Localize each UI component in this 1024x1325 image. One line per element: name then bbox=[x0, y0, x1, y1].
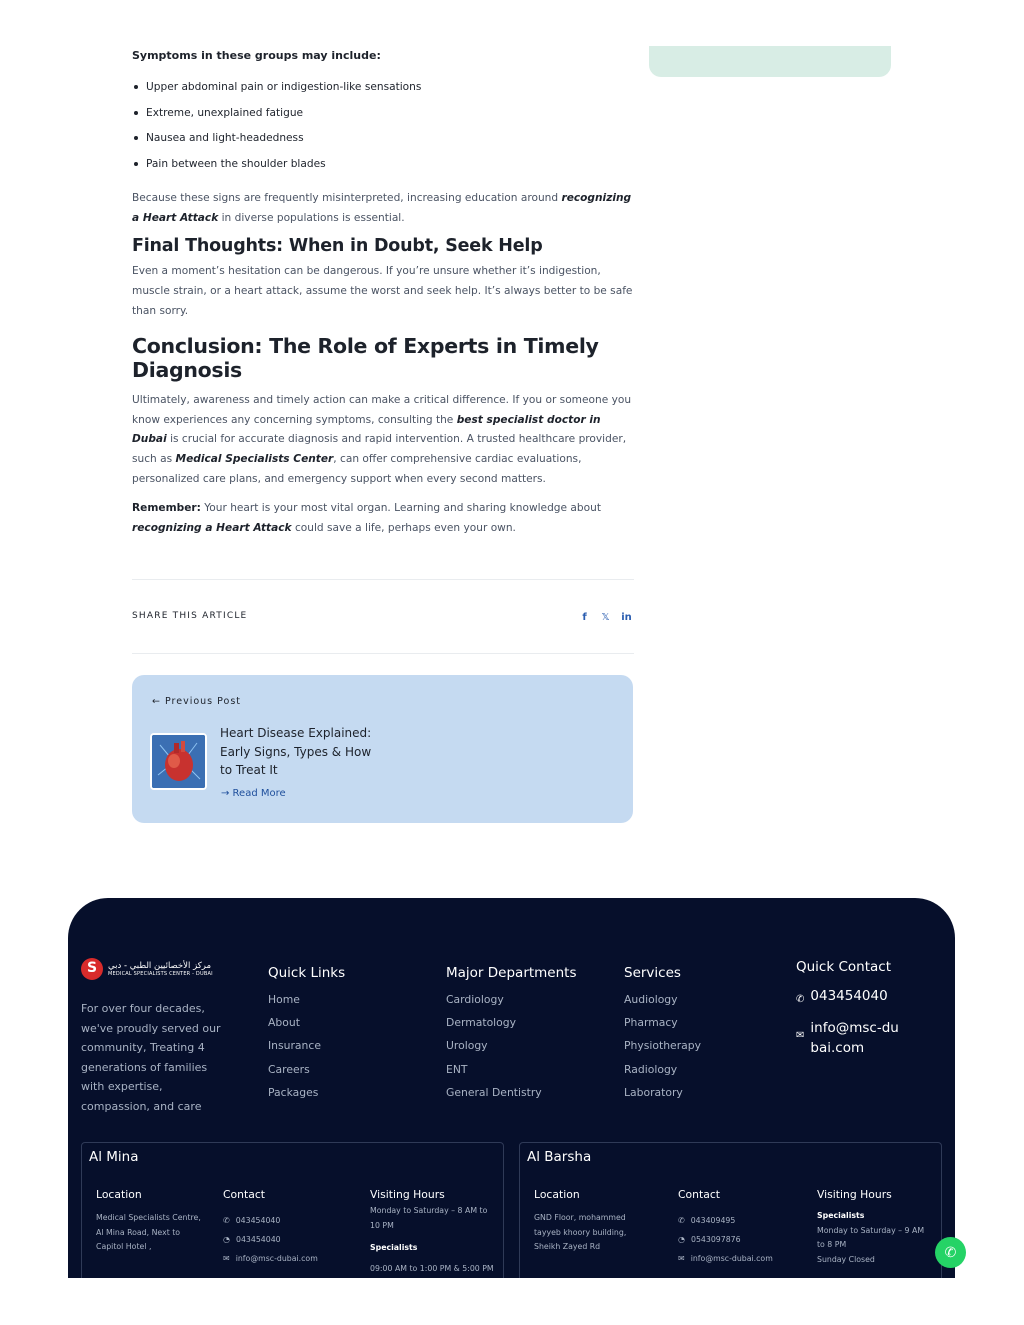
quick-contact-phone[interactable]: ✆ 043454040 bbox=[796, 986, 900, 1011]
list-item: Extreme, unexplained fatigue bbox=[132, 106, 634, 132]
branch-whatsapp[interactable]: ◔ 043454040 bbox=[223, 1235, 281, 1244]
sidebar-card-bottom bbox=[649, 46, 891, 77]
services-column bbox=[624, 965, 701, 1109]
whatsapp-icon: ◔ bbox=[678, 1235, 685, 1244]
branch-card-al-mina bbox=[81, 1142, 504, 1278]
x-icon[interactable]: 𝕏 bbox=[601, 612, 610, 623]
article-body bbox=[132, 46, 634, 538]
footer-link-careers[interactable]: Careers bbox=[268, 1062, 310, 1076]
footer-logo[interactable] bbox=[81, 958, 213, 980]
whatsapp-icon: ◔ bbox=[223, 1235, 230, 1244]
symptoms-heading: Symptoms in these groups may include: bbox=[132, 49, 381, 62]
departments-title: Major Departments bbox=[446, 965, 577, 981]
final-thoughts-heading: Final Thoughts: When in Doubt, Seek Help bbox=[132, 236, 543, 257]
branch-email[interactable]: ✉ info@msc-dubai.com bbox=[678, 1254, 773, 1263]
previous-post-label[interactable]: ← Previous Post bbox=[152, 696, 242, 707]
conclusion-text: Ultimately, awareness and timely action can make a critical difference. If you or someone you know experiences any concerning symptoms, consulting the best specialist doctor in Dubai is crucial for accurate diagnosis and rapid intervention. A trusted healthcare provider, such as Medical Specialists Center, can offer comprehensive cardiac evaluations, personalized care plans, and emergency support when every second matters. bbox=[132, 393, 632, 485]
footer-link-about[interactable]: About bbox=[268, 1016, 300, 1030]
footer-link-physiotherapy[interactable]: Physiotherapy bbox=[624, 1039, 701, 1053]
list-item: Nausea and light-headedness bbox=[132, 131, 634, 157]
services-title: Services bbox=[624, 965, 681, 981]
footer-link-general-dentistry[interactable]: General Dentistry bbox=[446, 1085, 542, 1099]
previous-post-title[interactable]: Heart Disease Explained: Early Signs, Types & How to Treat It bbox=[220, 726, 372, 777]
share-bar bbox=[132, 579, 634, 654]
footer-link-ent[interactable]: ENT bbox=[446, 1062, 468, 1076]
share-label: SHARE THIS ARTICLE bbox=[132, 611, 248, 621]
read-more-link[interactable]: → Read More bbox=[221, 788, 286, 799]
branch-hours: Visiting Hours Specialists Monday to Saturday – 9 AM to 8 PM Sunday Closed bbox=[817, 1188, 925, 1265]
branch-title: Al Barsha bbox=[527, 1149, 592, 1165]
logo-arabic-text: مركز الأخصائيين الطبي - دبي bbox=[108, 960, 212, 971]
phone-icon: ✆ bbox=[223, 1216, 230, 1225]
symptoms-list bbox=[132, 80, 634, 183]
phone-icon: ✆ bbox=[796, 994, 805, 1005]
previous-post-card[interactable] bbox=[132, 675, 633, 823]
footer-link-home[interactable]: Home bbox=[268, 993, 300, 1006]
remember-text: Remember: Your heart is your most vital organ. Learning and sharing knowledge about recognizing a Heart Attack could save a life, perhaps even your own. bbox=[132, 501, 601, 534]
footer-link-packages[interactable]: Packages bbox=[268, 1085, 319, 1099]
footer-about-text: For over four decades, we've proudly served our community, Treating 4 generations of families with expertise, compassion, and care bbox=[81, 1002, 221, 1113]
footer-link-urology[interactable]: Urology bbox=[446, 1039, 488, 1053]
quick-links-column bbox=[268, 965, 345, 1109]
heart-thumbnail-image[interactable] bbox=[150, 733, 207, 790]
footer-link-laboratory[interactable]: Laboratory bbox=[624, 1085, 683, 1099]
mail-icon: ✉ bbox=[223, 1254, 230, 1263]
footer-link-audiology[interactable]: Audiology bbox=[624, 993, 678, 1006]
departments-column bbox=[446, 965, 577, 1109]
branch-title: Al Mina bbox=[89, 1149, 139, 1165]
quick-contact-email[interactable]: ✉ info@msc-dubai.com bbox=[796, 1019, 899, 1056]
branch-card-al-barsha bbox=[519, 1142, 942, 1278]
list-item: Upper abdominal pain or indigestion-like sensations bbox=[132, 80, 634, 106]
branch-phone[interactable]: ✆ 043454040 bbox=[223, 1216, 281, 1225]
site-footer bbox=[68, 898, 955, 1278]
quick-contact-column bbox=[796, 959, 900, 1066]
branch-contact: Contact ✆ 043454040 ◔ 043454040 ✉ info@msc-dubai.com bbox=[223, 1188, 353, 1268]
final-thoughts-text: Even a moment’s hesitation can be dangerous. If you’re unsure whether it’s indigestion, muscle strain, or a heart attack, assume the worst and seek help. It’s always better to be safe than sorry. bbox=[132, 265, 633, 317]
specialist-link[interactable]: best specialist doctor in Dubai bbox=[132, 413, 601, 446]
logo-english-text: MEDICAL SPECIALISTS CENTER - DUBAI bbox=[108, 970, 213, 977]
branch-phone[interactable]: ✆ 043409495 bbox=[678, 1216, 736, 1225]
whatsapp-icon: ✆ bbox=[944, 1244, 957, 1261]
footer-link-radiology[interactable]: Radiology bbox=[624, 1062, 678, 1076]
linkedin-icon[interactable]: in bbox=[621, 612, 632, 623]
msc-logo-icon bbox=[81, 958, 103, 980]
footer-link-pharmacy[interactable]: Pharmacy bbox=[624, 1016, 678, 1030]
branch-contact: Contact ✆ 043409495 ◔ 0543097876 ✉ info@msc-dubai.com bbox=[678, 1188, 808, 1268]
facebook-icon[interactable]: f bbox=[582, 612, 587, 623]
branch-location: Location Medical Specialists Centre, Al Mina Road, Next to Capitol Hotel , bbox=[96, 1188, 201, 1252]
mail-icon: ✉ bbox=[678, 1254, 685, 1263]
education-paragraph: Because these signs are frequently misinterpreted, increasing education around recognizing a Heart Attack in diverse populations is essential. bbox=[132, 191, 632, 224]
conclusion-heading: Conclusion: The Role of Experts in Timely Diagnosis bbox=[132, 333, 599, 383]
phone-icon: ✆ bbox=[678, 1216, 685, 1225]
branch-whatsapp[interactable]: ◔ 0543097876 bbox=[678, 1235, 741, 1244]
branch-email[interactable]: ✉ info@msc-dubai.com bbox=[223, 1254, 318, 1263]
share-icons bbox=[579, 612, 632, 623]
quick-links-title: Quick Links bbox=[268, 965, 346, 981]
branch-location: Location GND Floor, mohammed tayyeb khoory building, Sheikh Zayed Rd bbox=[534, 1188, 627, 1252]
mail-icon: ✉ bbox=[796, 1029, 805, 1041]
footer-link-cardiology[interactable]: Cardiology bbox=[446, 993, 504, 1006]
msc-link[interactable]: Medical Specialists Center bbox=[175, 453, 334, 466]
footer-link-dermatology[interactable]: Dermatology bbox=[446, 1016, 517, 1030]
list-item: Pain between the shoulder blades bbox=[132, 157, 634, 183]
branch-hours: Visiting Hours Monday to Saturday – 8 AM to 10 PM Specialists 09:00 AM to 1:00 PM & 5:00 PM bbox=[370, 1188, 494, 1274]
whatsapp-chat-button[interactable] bbox=[935, 1237, 966, 1268]
quick-contact-title: Quick Contact bbox=[796, 959, 891, 975]
footer-link-insurance[interactable]: Insurance bbox=[268, 1039, 321, 1053]
